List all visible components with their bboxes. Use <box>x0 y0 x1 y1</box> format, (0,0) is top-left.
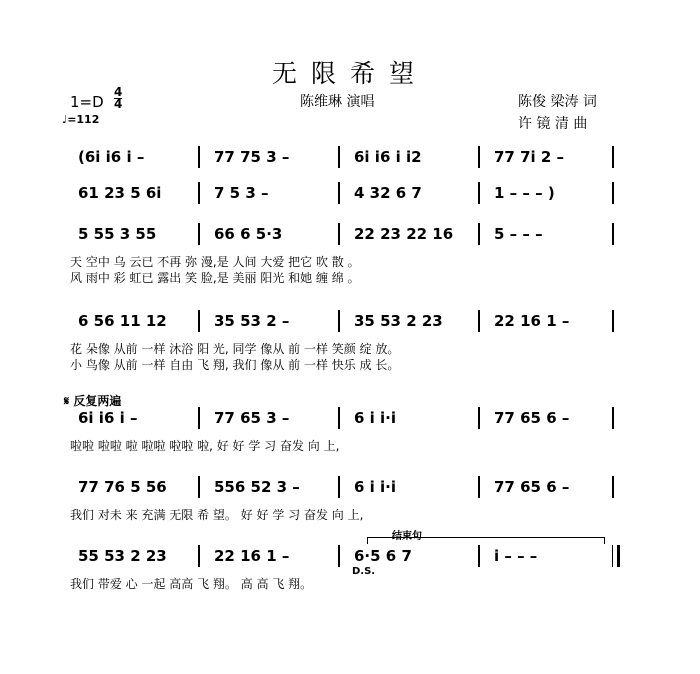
barline <box>478 476 480 498</box>
song-title: 无限希望 <box>271 59 428 88</box>
measure-notes: 35 53 2 – <box>214 312 290 330</box>
singer-credit: 陈维琳 演唱 <box>300 94 375 110</box>
lyric-line: 我们 带爱 心 一起 高高 飞 翔。 高 高 飞 翔。 <box>70 577 313 591</box>
barline <box>612 223 614 245</box>
measure-notes: 22 16 1 – <box>214 547 290 565</box>
barline <box>198 182 200 204</box>
measure-notes: 1 – – – ) <box>494 184 555 202</box>
key-signature: 1=D <box>70 93 104 111</box>
barline <box>612 407 614 429</box>
measure-notes: 6 i i·i <box>354 409 397 427</box>
lyric-line: 啦啦 啦啦 啦 啦啦 啦啦 啦, 好 好 学 习 奋发 向 上, <box>70 439 340 453</box>
lyric-line: 风 雨中 彩 虹已 露出 笑 脸,是 美丽 阳光 和她 缠 绵 。 <box>70 271 360 285</box>
measure-notes: 6·5 6 7 <box>354 547 412 565</box>
measure-notes: i – – – <box>494 547 538 565</box>
measure-notes: 66 6 5·3 <box>214 225 283 243</box>
barline <box>338 310 340 332</box>
barline <box>478 310 480 332</box>
barline <box>198 146 200 168</box>
measure-notes: 55 53 2 23 <box>78 547 167 565</box>
measure-notes: 556 52 3 – <box>214 478 300 496</box>
coda-bracket <box>367 537 605 544</box>
measure-notes: 61 23 5 6i <box>78 184 162 202</box>
measure-notes: 22 23 22 16 <box>354 225 454 243</box>
lyric-line: 天 空中 乌 云已 不再 弥 漫,是 人间 大爱 把它 吹 散 。 <box>70 255 360 269</box>
measure-notes: 77 75 3 – <box>214 148 290 166</box>
barline <box>612 146 614 168</box>
barline <box>612 182 614 204</box>
barline <box>338 146 340 168</box>
lyric-line: 小 鸟像 从前 一样 自由 飞 翔, 我们 像从 前 一样 快乐 成 长。 <box>70 358 400 372</box>
barline <box>338 407 340 429</box>
barline <box>478 146 480 168</box>
measure-notes: 77 7i 2 – <box>494 148 565 166</box>
barline <box>338 476 340 498</box>
measure-notes: 6i i6 i – <box>78 409 138 427</box>
barline <box>338 223 340 245</box>
barline <box>198 310 200 332</box>
tempo-marking: ♩=112 <box>62 113 100 126</box>
barline <box>338 545 340 567</box>
barline <box>198 476 200 498</box>
time-signature-top: 4 <box>114 85 123 99</box>
measure-notes: 77 65 6 – <box>494 478 570 496</box>
barline <box>198 545 200 567</box>
measure-notes: 6i i6 i i2 <box>354 148 422 166</box>
measure-notes: 22 16 1 – <box>494 312 570 330</box>
barline <box>478 545 480 567</box>
measure-notes: 35 53 2 23 <box>354 312 443 330</box>
measure-notes: 77 65 3 – <box>214 409 290 427</box>
barline <box>198 407 200 429</box>
barline <box>338 182 340 204</box>
measure-notes: 77 65 6 – <box>494 409 570 427</box>
segno-icon: 𝄋 <box>64 394 70 408</box>
coda-label: 结束句 <box>392 531 422 542</box>
barline <box>612 310 614 332</box>
lyricist-credit: 陈俊 梁涛 词 <box>518 94 597 110</box>
footer-faint-line <box>118 634 288 640</box>
composer-credit: 许 镜 清 曲 <box>518 116 588 132</box>
barline <box>478 407 480 429</box>
time-signature-bottom: 4 <box>114 97 123 111</box>
lyric-line: 我们 对未 来 充满 无限 希 望。 好 好 学 习 奋发 向 上, <box>70 508 364 522</box>
measure-notes: 6 56 11 12 <box>78 312 167 330</box>
barline <box>478 182 480 204</box>
time-signature <box>114 87 122 110</box>
measure-notes: 6 i i·i <box>354 478 397 496</box>
measure-notes: 5 55 3 55 <box>78 225 157 243</box>
repeat-twice-label: 反复两遍 <box>73 394 122 408</box>
lyric-line: 花 朵像 从前 一样 沐浴 阳 光, 同学 像从 前 一样 笑颜 绽 放。 <box>70 342 400 356</box>
measure-notes: (6i i6 i – <box>78 148 145 166</box>
final-barline <box>612 545 620 567</box>
barline <box>198 223 200 245</box>
measure-notes: 77 76 5 56 <box>78 478 167 496</box>
barline <box>478 223 480 245</box>
measure-notes: 4 32 6 7 <box>354 184 422 202</box>
measure-notes: 5 – – – <box>494 225 543 243</box>
ds-mark: D.S. <box>352 566 376 577</box>
measure-notes: 7 5 3 – <box>214 184 269 202</box>
barline <box>612 476 614 498</box>
